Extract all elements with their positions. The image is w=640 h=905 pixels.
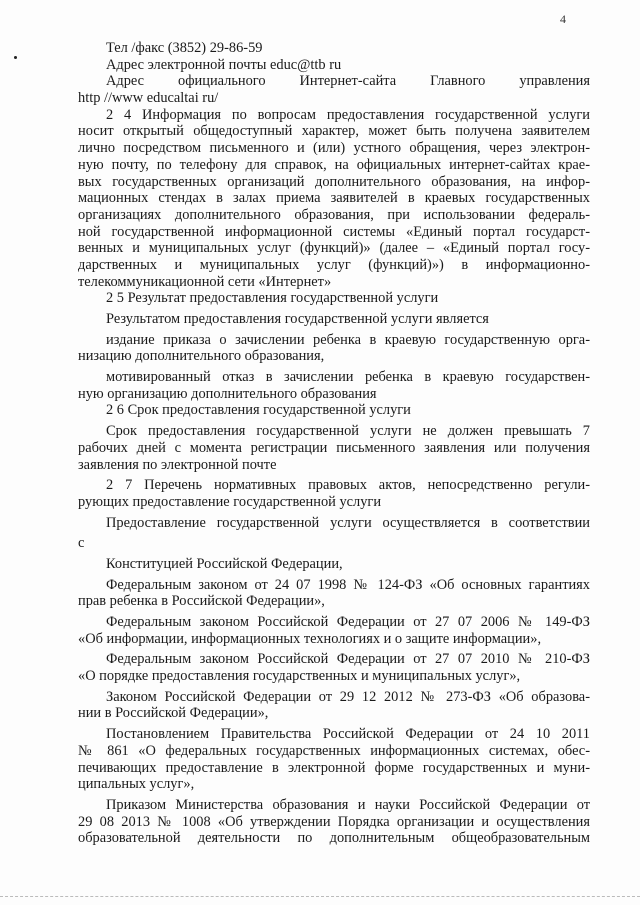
text-line: № 861 «О федеральных государственных информационных системах, обес- — [78, 742, 590, 759]
text-line: заявления по электронной почте — [78, 456, 277, 473]
text-line: 2 6 Срок предоставления государственной услуги — [106, 402, 411, 419]
text-line: нии в Российской Федерации», — [78, 705, 269, 722]
text-line: «Об информации, информационных технологиях и о защите информации», — [78, 630, 542, 647]
text-line: ную почту, по телефону для справок, на официальных интернет-сайтах крае- — [78, 156, 590, 173]
text-line: образовательной деятельности по дополнительным общеобразовательным — [78, 830, 590, 847]
text-line: Приказом Министерства образования и науки Российской Федерации от — [106, 796, 590, 813]
text-line: ной государственной информационной системы «Единый портал государст- — [78, 223, 590, 240]
text-line: низацию дополнительного образования, — [78, 348, 325, 365]
bottom-edge-rule — [0, 896, 640, 897]
text-line: издание приказа о зачислении ребенка в краевую государственную орга- — [106, 331, 590, 348]
text-line: дарственных и муниципальных услуг (функций)») в информационно- — [78, 256, 590, 273]
text-line: прав ребенка в Российской Федерации», — [78, 593, 325, 610]
text-line: Адрес официального Интернет-сайта Главного управления — [106, 73, 590, 90]
text-line: Предоставление государственной услуги осуществляется в соответствии — [106, 514, 590, 531]
text-line: рабочих дней с момента регистрации письменного заявления или получения — [78, 439, 590, 456]
text-line: Срок предоставления государственной услуги не должен превышать 7 — [106, 423, 590, 440]
text-line: ную организацию дополнительного образования — [78, 385, 377, 402]
text-line: 29 08 2013 № 1008 «Об утверждении Порядка организации и осуществления — [78, 813, 590, 830]
text-line: лично посредством письменного и (или) устного обращения, через электрон- — [78, 140, 590, 157]
text-line: Федеральным законом от 24 07 1998 № 124-ФЗ «Об основных гарантиях — [106, 576, 590, 593]
text-line: ципальных услуг», — [78, 776, 195, 793]
text-line: 2 4 Информация по вопросам предоставления государственной услуги — [106, 106, 590, 123]
page-number: 4 — [560, 12, 566, 26]
text-line: венных и муниципальных услуг (функций)» (далее – «Единый портал госу- — [78, 240, 590, 257]
text-line: Федеральным законом Российской Федерации от 27 07 2006 № 149-ФЗ — [106, 614, 590, 630]
text-line: Результатом предоставления государственной услуги является — [106, 311, 489, 327]
text-line: с — [78, 535, 85, 552]
text-line: Федеральным законом Российской Федерации от 27 07 2010 № 210-ФЗ — [106, 651, 590, 668]
text-line: 2 5 Результат предоставления государственной услуги — [106, 290, 439, 307]
text-line: Постановлением Правительства Российской Федерации от 24 10 2011 — [106, 726, 590, 743]
text-line: Законом Российской Федерации от 29 12 2012 № 273-ФЗ «Об образова- — [106, 688, 590, 705]
text-line: http //www educaltai ru/ — [78, 90, 219, 107]
text-line: мационных стендах в залах приема заявителей в краевых государственных — [78, 190, 590, 207]
text-line: Конституцией Российской Федерации, — [106, 555, 343, 572]
text-line: Адрес электронной почты educ@ttb ru — [106, 56, 342, 73]
text-line: носит открытый общедоступный характер, может быть получена заявителем — [78, 123, 590, 140]
text-line: Тел /факс (3852) 29-86-59 — [106, 40, 263, 56]
text-line: 2 7 Перечень нормативных правовых актов, непосредственно регули- — [106, 477, 590, 494]
text-line: мотивированный отказ в зачислении ребенка в краевую государствен- — [106, 369, 590, 386]
text-line: телекоммуникационной сети «Интернет» — [78, 273, 332, 290]
text-line: вых государственных организаций дополнительного образования, на инфор- — [78, 173, 590, 190]
text-line: печивающих предоставление в электронной форме государственных и муни- — [78, 759, 590, 776]
scan-speck — [14, 56, 17, 59]
document-body — [78, 40, 590, 847]
text-line: организациях дополнительного образования, при использовании федераль- — [78, 206, 590, 223]
text-line: рующих предоставление государственной услуги — [78, 493, 382, 510]
text-line: «О порядке предоставления государственных и муниципальных услуг», — [78, 668, 521, 685]
